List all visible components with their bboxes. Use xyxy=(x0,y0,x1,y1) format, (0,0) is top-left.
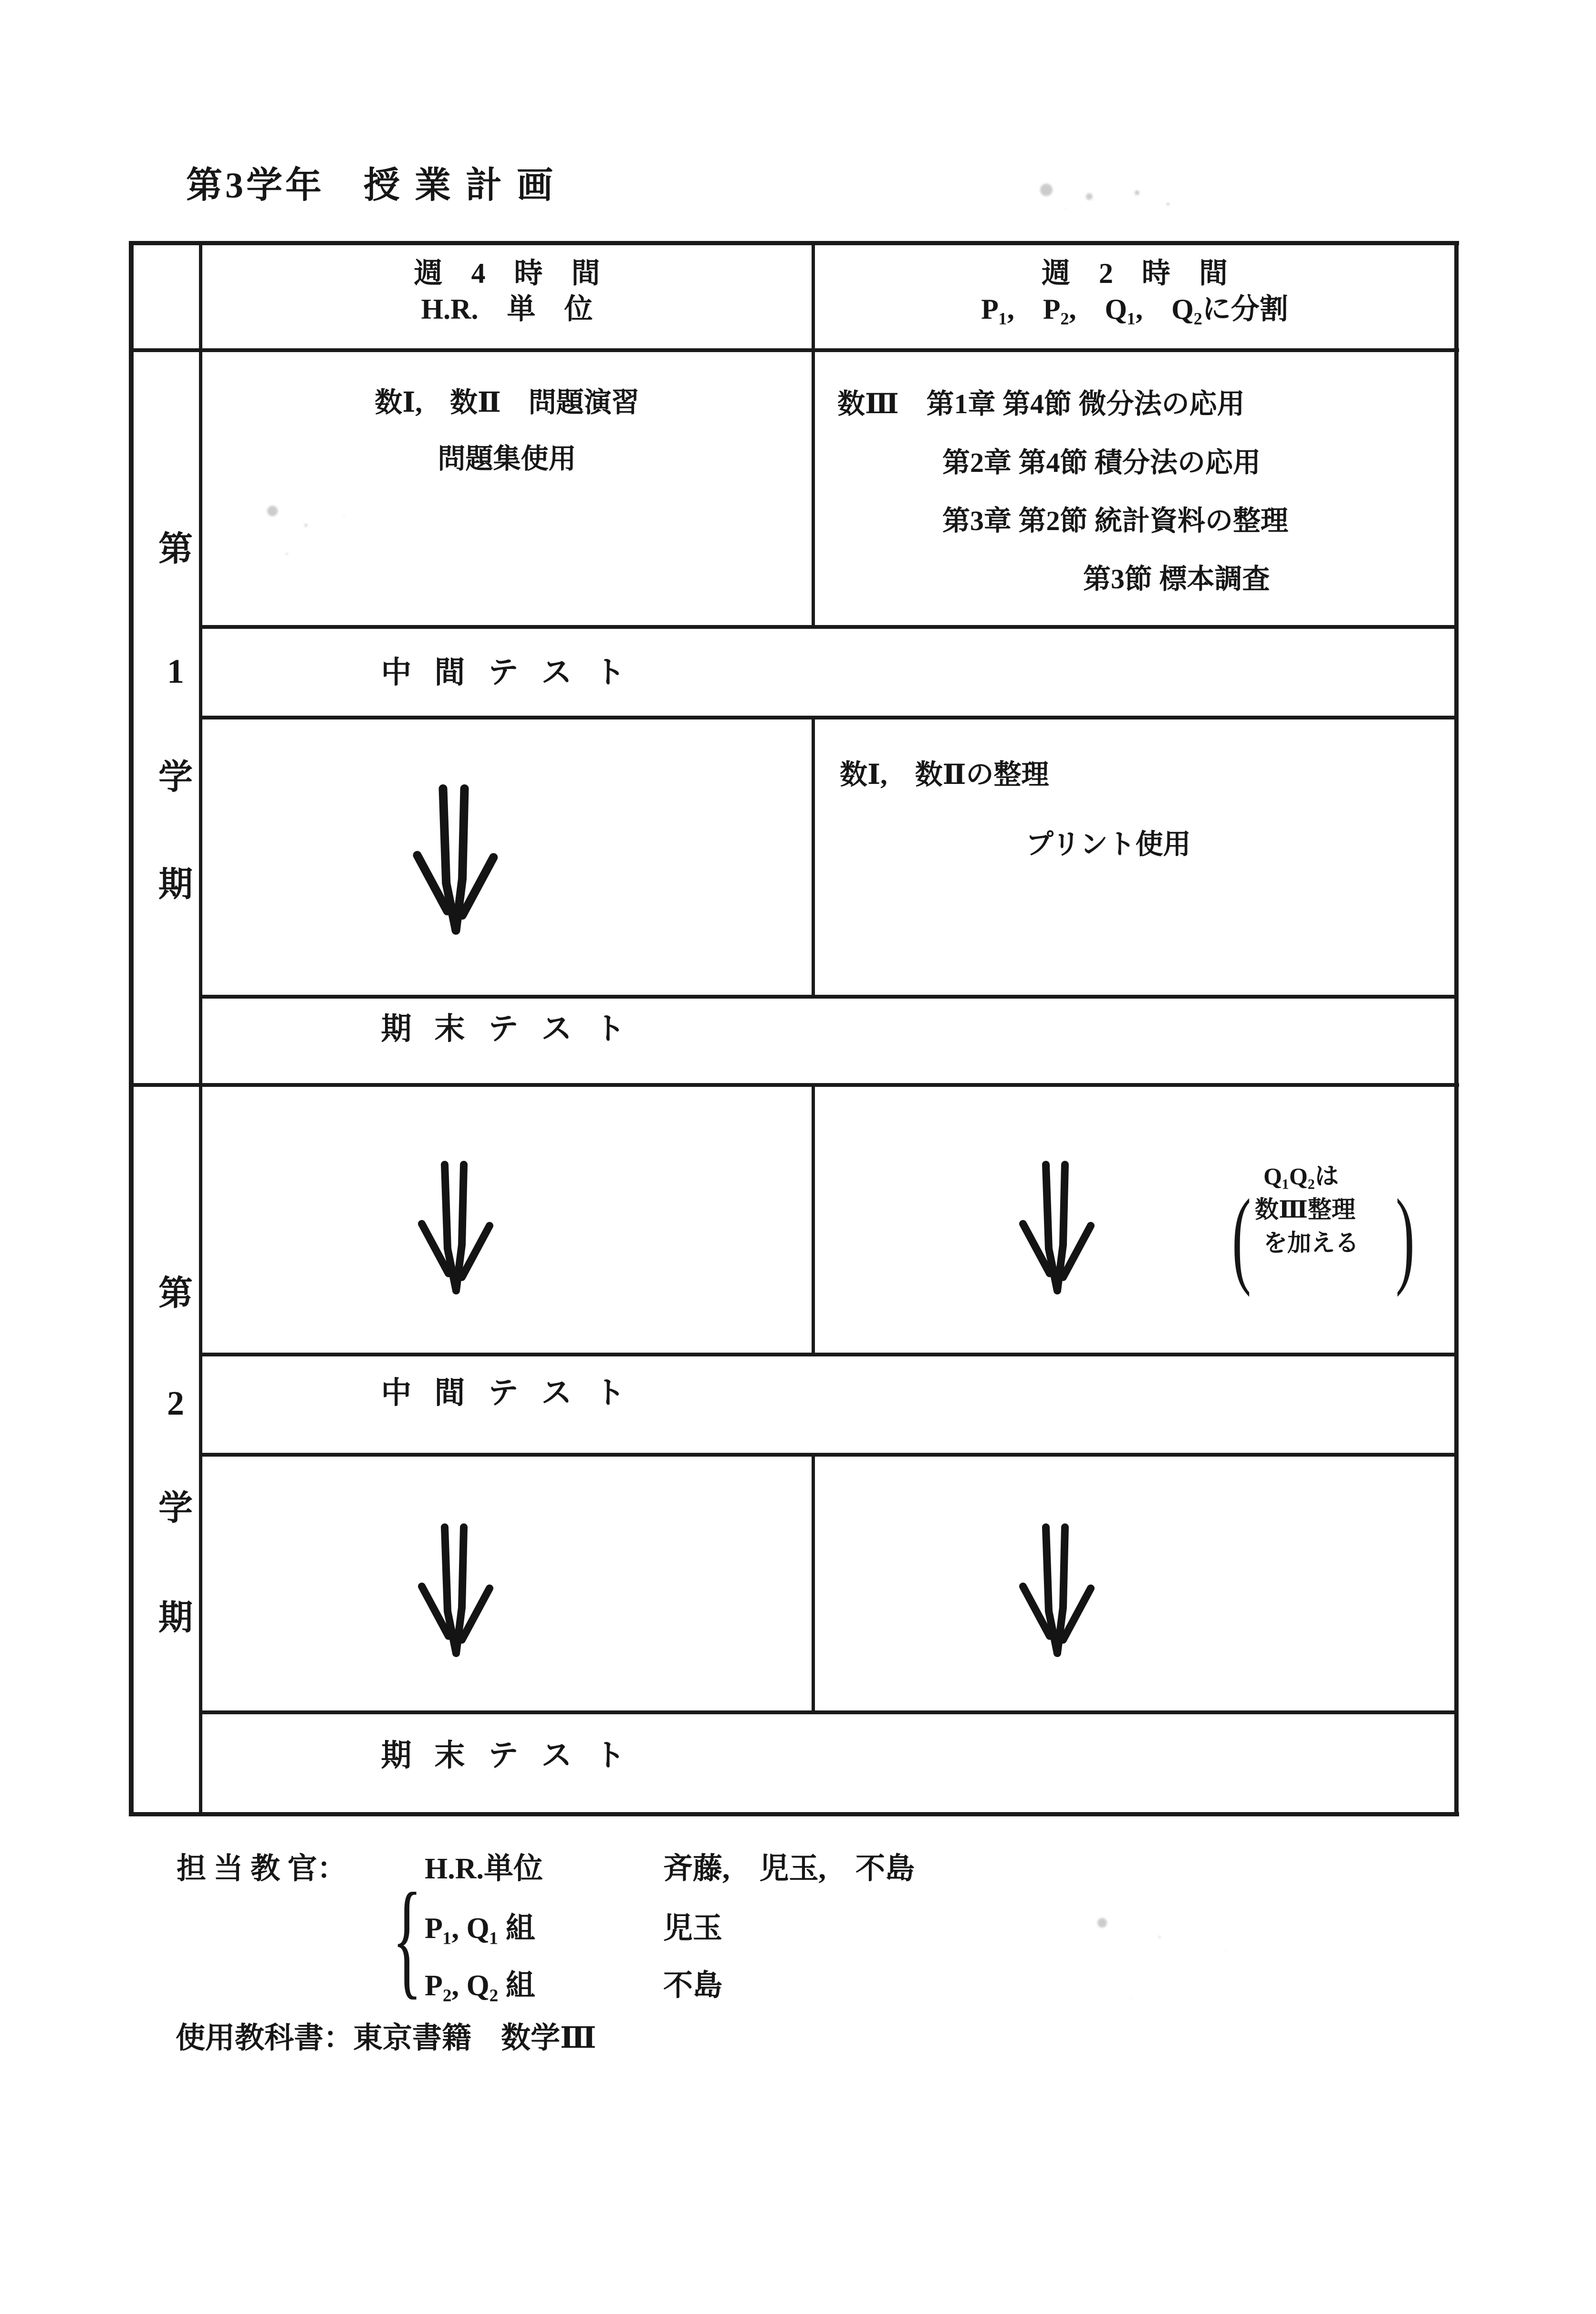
grid-line-semester-divider xyxy=(129,1083,1459,1087)
header-split-line1: 週 2 時 間 xyxy=(1042,258,1228,289)
review-line1: 数Ⅰ, 数Ⅱの整理 xyxy=(840,759,1049,790)
teacher-group: P₂, Q₂ 組 xyxy=(425,1970,535,2002)
math3-line: 第2章 第4節 積分法の応用 xyxy=(942,447,1261,478)
grid-line xyxy=(200,1453,1458,1457)
q-note-line2: 数Ⅲ整理 xyxy=(1255,1196,1356,1223)
header-hr-line2: H.R. 単 位 xyxy=(421,293,593,325)
semester1-label-char: 第 xyxy=(158,530,193,568)
teacher-group: P₁, Q₁ 組 xyxy=(425,1912,535,1945)
semester2-label-char: 期 xyxy=(158,1599,193,1637)
semester1-final-test-label: 期 末 テ ス ト xyxy=(381,1012,633,1046)
grid-line xyxy=(200,1353,1458,1356)
textbook-line: 使用教科書：東京書籍 数学Ⅲ xyxy=(176,2022,596,2054)
grid-line-header-bottom xyxy=(129,348,1459,352)
grid-line xyxy=(200,995,1458,999)
q-note-line1: Q₁Q₂は xyxy=(1263,1163,1339,1189)
semester2-midterm-test-label: 中 間 テ ス ト xyxy=(381,1376,633,1410)
semester2-label-char: 学 xyxy=(158,1489,193,1527)
scan-smudge xyxy=(267,506,278,516)
table-border-right xyxy=(1454,241,1459,1816)
down-arrow-icon xyxy=(992,1157,1126,1312)
header-hr-line1: 週 4 時 間 xyxy=(414,258,600,289)
down-arrow-icon xyxy=(992,1520,1126,1675)
grid-line-label-divider xyxy=(199,241,202,1816)
down-arrow-icon xyxy=(391,1520,525,1675)
teacher-names: 不島 xyxy=(663,1970,723,2002)
semester2-label-char: 第 xyxy=(158,1274,193,1313)
grid-line xyxy=(200,1710,1458,1714)
semester1-label-char: 学 xyxy=(158,758,193,796)
teachers-label: 担 当 教 官： xyxy=(177,1853,347,1885)
semester2-final-test-label: 期 末 テ ス ト xyxy=(381,1739,633,1772)
math3-line: 第3節 標本調査 xyxy=(1083,563,1270,594)
teacher-group: H.R.単位 xyxy=(425,1853,543,1885)
grid-line xyxy=(200,625,1458,629)
q-note-line3: を加える xyxy=(1263,1230,1359,1256)
hr-content-line2: 問題集使用 xyxy=(438,443,576,474)
grid-line-col-divider xyxy=(812,1083,815,1353)
brace-icon: { xyxy=(392,1866,422,2012)
semester1-label-char: 1 xyxy=(167,652,184,690)
scan-smudge xyxy=(1040,184,1053,196)
review-line2: プリント使用 xyxy=(1026,829,1191,860)
grid-line-col-divider xyxy=(812,1453,815,1710)
table-border-bottom xyxy=(129,1812,1459,1816)
teacher-names: 児玉 xyxy=(663,1912,723,1945)
table-border-left xyxy=(129,241,134,1816)
grid-line-col-divider xyxy=(812,241,815,625)
math3-line: 第3章 第2節 統計資料の整理 xyxy=(942,505,1289,536)
q-note-paren-close: ) xyxy=(1396,1177,1415,1297)
down-arrow-icon xyxy=(391,1157,525,1312)
hr-content-line1: 数Ⅰ, 数Ⅱ 問題演習 xyxy=(375,387,639,418)
teacher-names: 斉藤, 児玉, 不島 xyxy=(663,1853,915,1885)
down-arrow-icon xyxy=(391,780,525,954)
semester1-midterm-test-label: 中 間 テ ス ト xyxy=(381,656,633,689)
grid-line-col-divider xyxy=(812,716,815,995)
header-split-line2: P₁, P₂, Q₁, Q₂に分割 xyxy=(981,293,1288,325)
semester2-label-char: 2 xyxy=(167,1384,184,1422)
semester1-label-char: 期 xyxy=(158,865,193,904)
q-note-paren-open: ( xyxy=(1232,1177,1251,1297)
math3-line: 数Ⅲ 第1章 第4節 微分法の応用 xyxy=(837,388,1245,419)
page-title: 第3学年 授 業 計 画 xyxy=(186,166,556,206)
grid-line xyxy=(200,716,1458,719)
scan-smudge xyxy=(1097,1918,1107,1928)
table-border-top xyxy=(129,241,1459,245)
